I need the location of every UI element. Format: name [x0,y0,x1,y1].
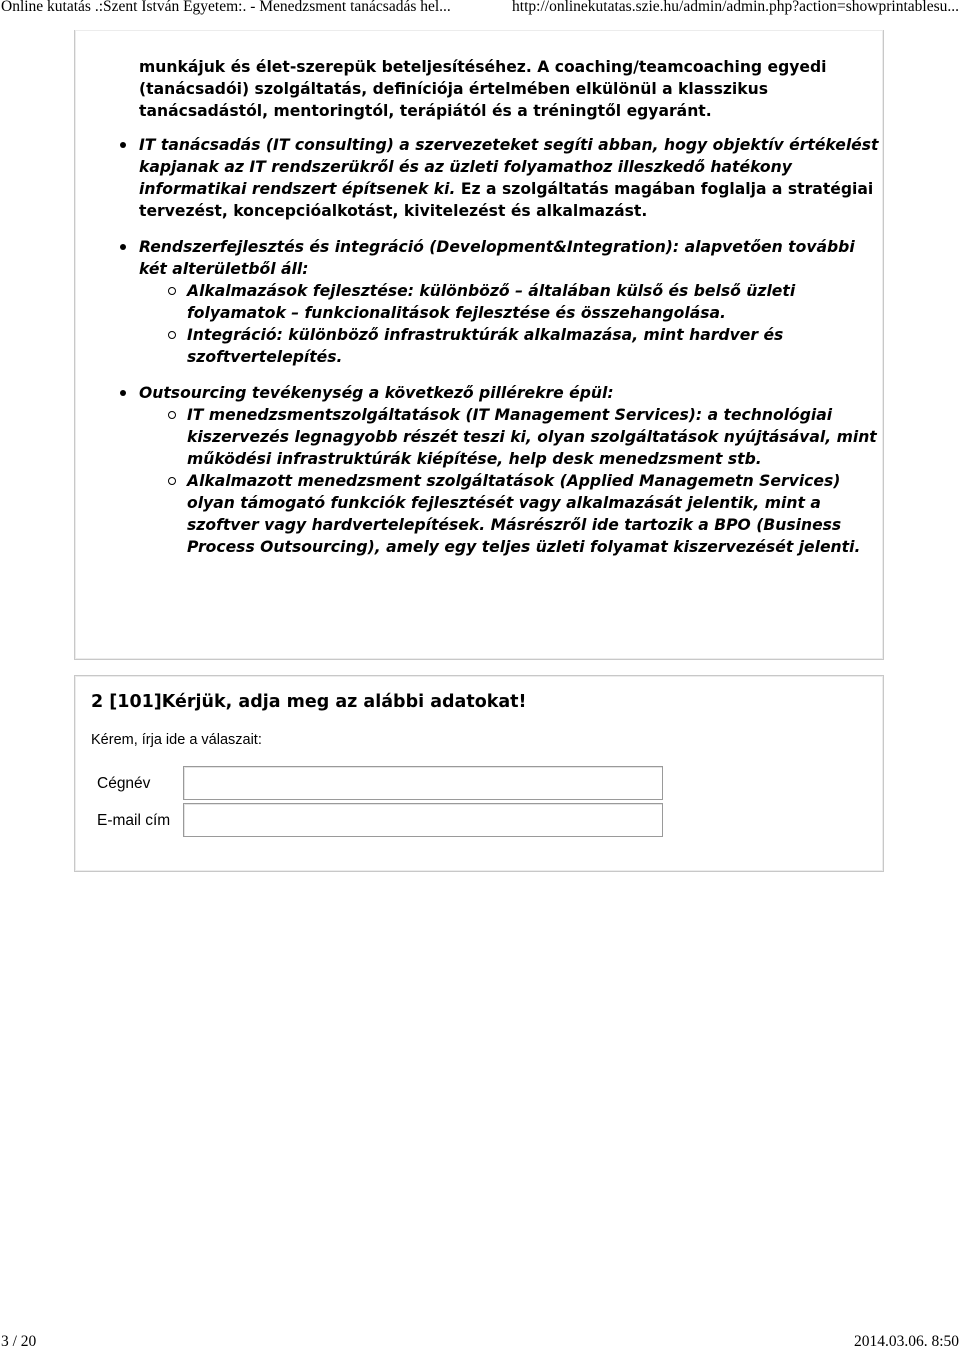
bullet-it-consulting [139,134,879,222]
help-intro: munkájuk és élet-szerepük beteljesítéséhez. A coaching/teamcoaching egyedi (tanácsadói) szolgáltatás, definíciója értelmében elkülönül a klasszikus tanácsadástól, mentoringtól, terápiától és a tréningtől egyaránt. [139,58,827,120]
sub-list-outsourcing [139,404,879,558]
field-row-email [97,803,667,839]
bullet-development-integration-text: Rendszerfejlesztés és integráció (Development&Integration): alapvetően további két alterületből áll: [139,238,855,278]
print-header [0,0,960,18]
bullet-development-integration [139,236,879,368]
company-name-label: Cégnév [97,775,151,792]
bullet-outsourcing [139,382,879,558]
print-header-url: http://onlinekutatas.szie.hu/admin/admin.php?action=showprintablesu... [512,0,959,15]
print-header-title: Online kutatás .:Szent István Egyetem:. - Menedzsment tanácsadás hel... [1,0,451,15]
bullet-outsourcing-text: Outsourcing tevékenység a következő pillérekre épül: [139,384,614,402]
question-panel [74,675,884,872]
page-number: 3 / 20 [1,1333,37,1350]
company-name-input[interactable] [183,766,663,800]
sub-list-development [139,280,879,368]
bullet-it-consulting-text: IT tanácsadás (IT consulting) a szervezeteket segíti abban, hogy objektív értékelést kapjanak az IT rendszerükről és az üzleti folyamathoz illeszkedő hatékony informatikai rendszert építsenek ki. [139,136,879,198]
question-help: Kérem, írja ide a válaszait: [91,732,262,748]
email-label: E-mail cím [97,812,171,829]
sub-item-it-management-services: IT menedzsmentszolgáltatások (IT Management Services): a technológiai kiszervezés legnagyobb részét teszi ki, olyan szolgáltatások nyújtásával, mint működési infrastruktúrák kiépítése, help desk menedzsment stb. [187,404,879,470]
question-title: 2 [101]Kérjük, adja meg az alábbi adatokat! [91,692,527,712]
print-datetime: 2014.03.06. 8:50 [853,1333,959,1350]
bullet-it-consulting-text-cont: Ez a szolgáltatás magában foglalja a stratégiai tervezést, koncepcióalkotást, kivitelezést és alkalmazást. [139,180,874,220]
help-text [139,56,879,572]
sub-item-integration: Integráció: különböző infrastruktúrák alkalmazása, mint hardver és szoftvertelepítés. [187,324,879,368]
print-footer [0,1331,960,1353]
question-help-panel [74,30,884,660]
field-row-company [97,766,667,802]
sub-item-application-development: Alkalmazások fejlesztése: különböző – általában külső és belső üzleti folyamatok – funkcionalitások fejlesztése és összehangolása. [187,280,879,324]
email-input[interactable] [183,803,663,837]
help-bullet-list [139,134,879,558]
sub-item-applied-management-services: Alkalmazott menedzsment szolgáltatások (Applied Managemetn Services) olyan támogató funkciók fejlesztését vagy alkalmazását jelentik, mint a szoftver vagy hardvertelepítések. Másrészről ide tartozik a BPO (Business Process Outsourcing), amely egy teljes üzleti folyamat kiszervezését jelenti. [187,470,879,558]
